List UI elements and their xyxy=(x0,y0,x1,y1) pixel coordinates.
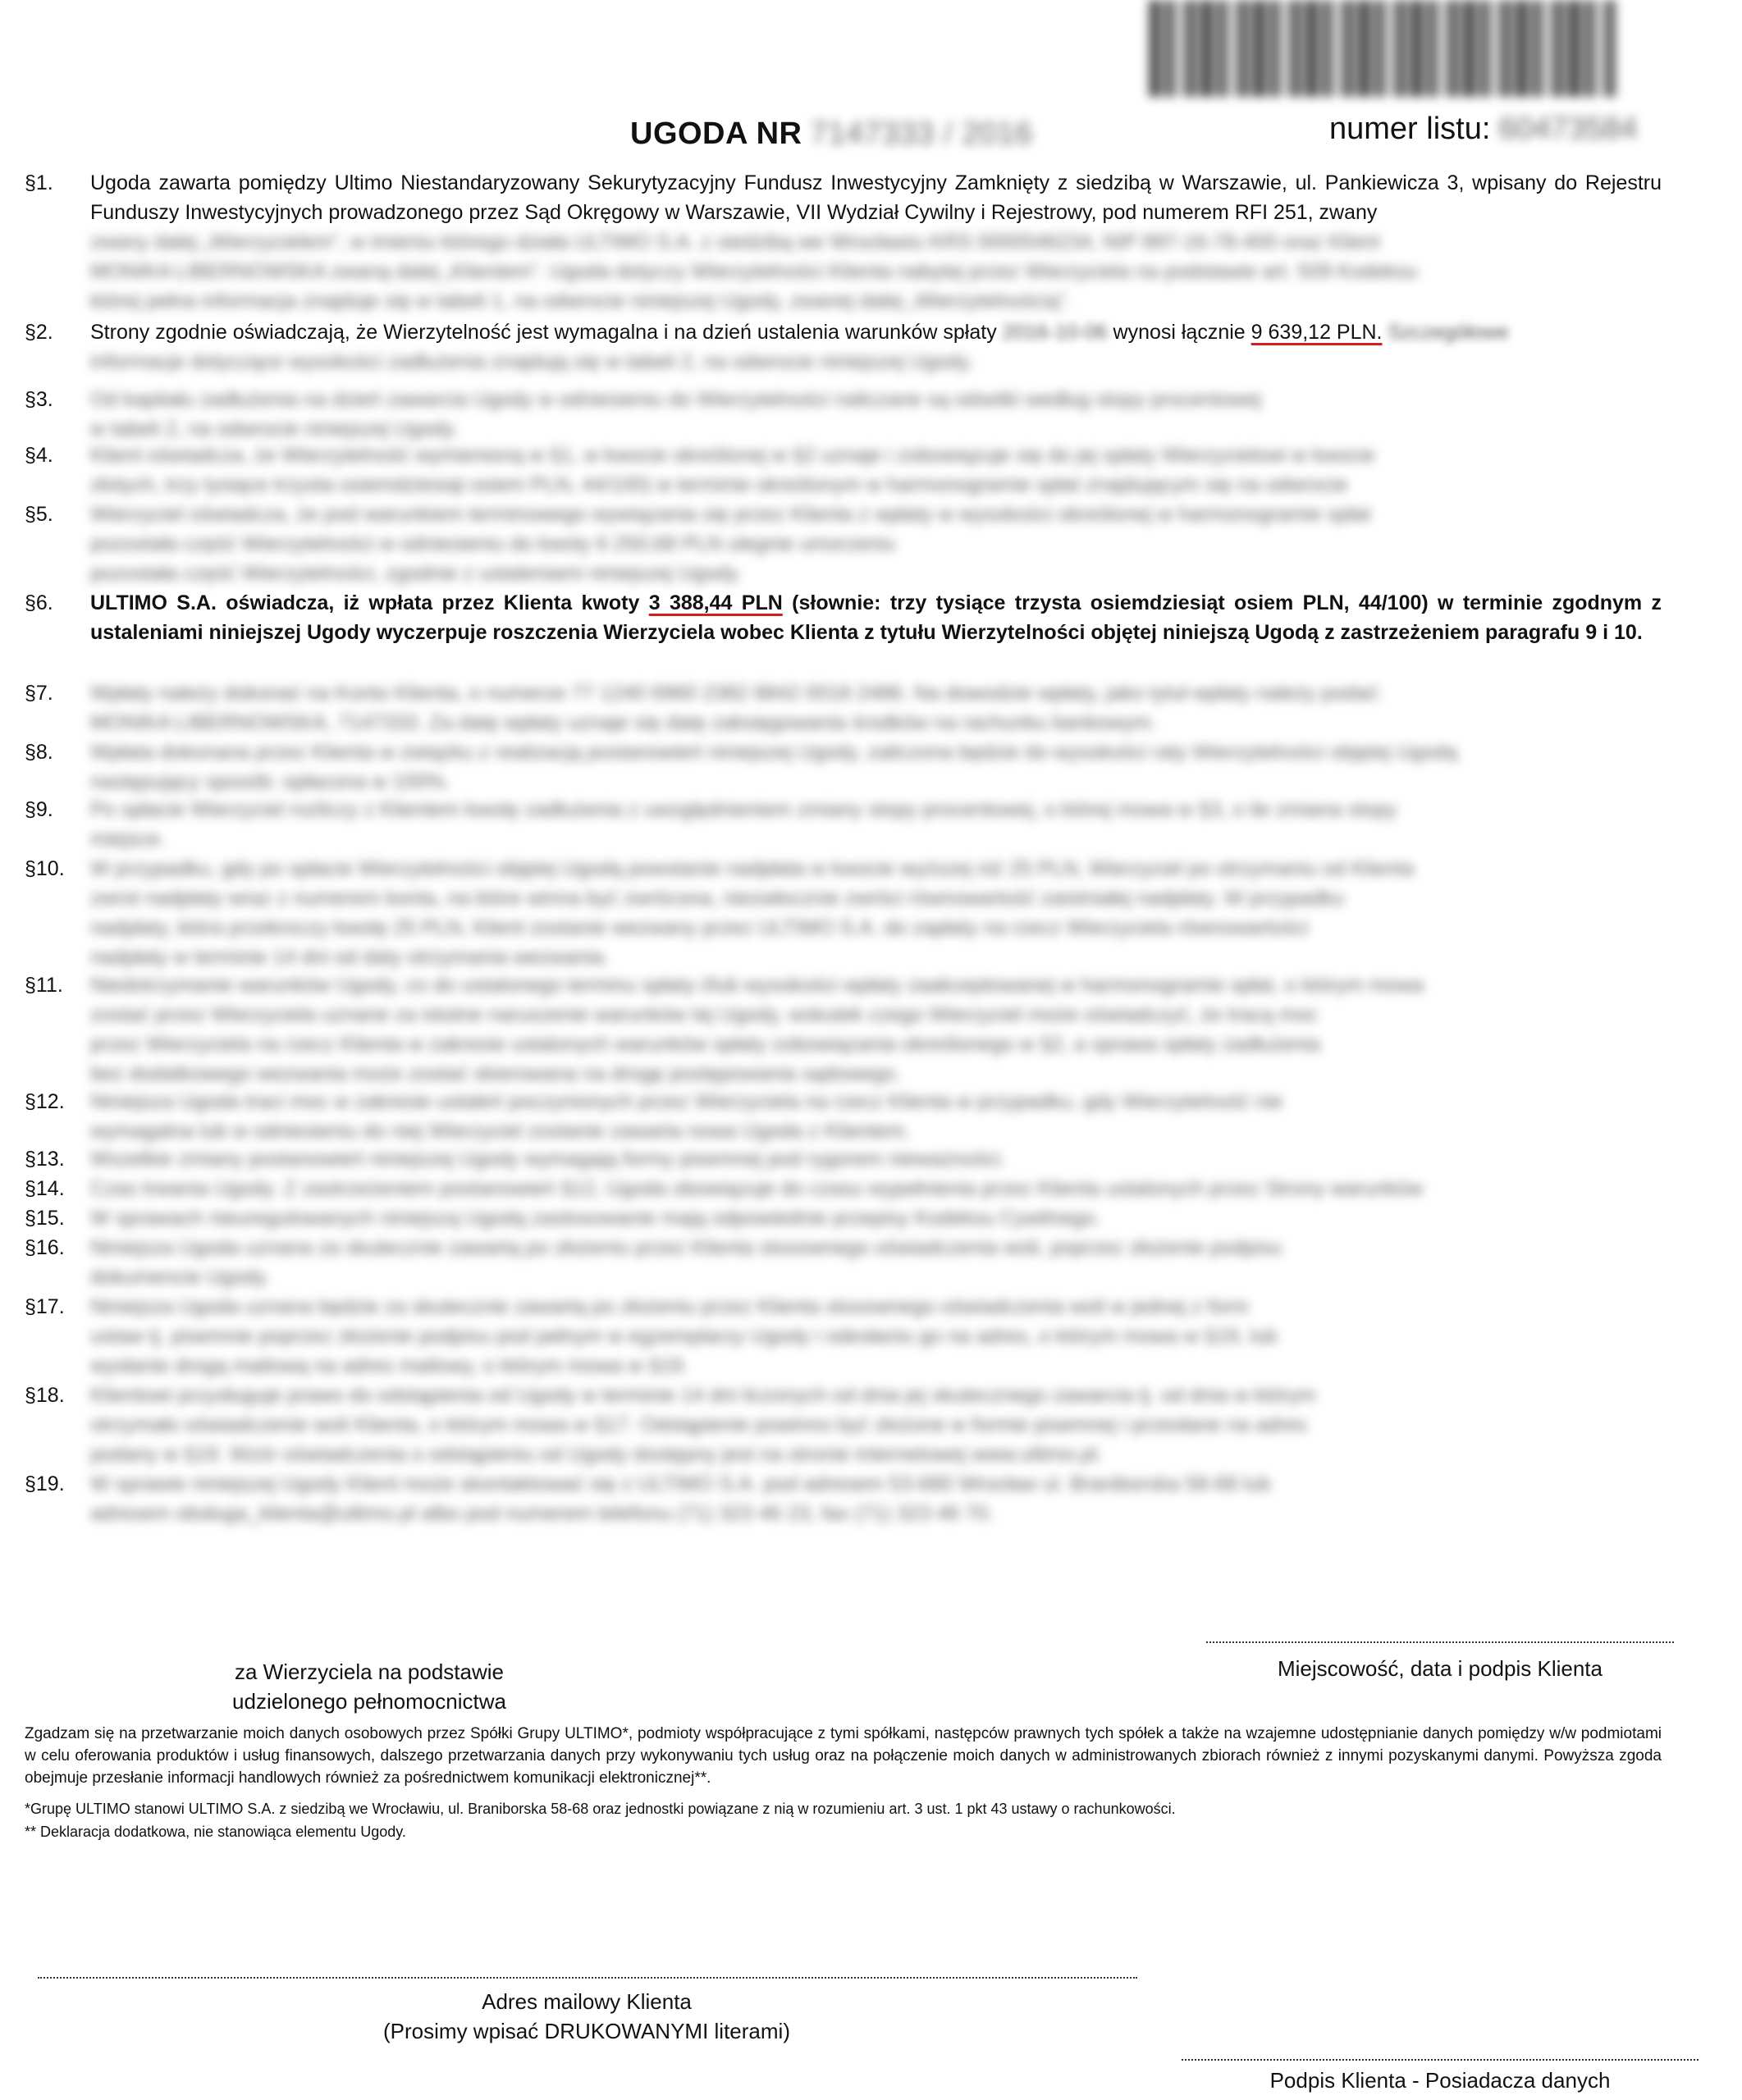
clause-9: §9. Po spłacie Wierzyciel rozliczy z Klientem kwotę zadłużenia z uwzględnieniem zmiany stopy procentowej, o której mowa w §3, o ile zmiana stopy miejsce. xyxy=(25,798,1397,851)
clause-7: §7. Wpłaty należy dokonać na Konto Klienta, o numerze 77 1240 6960 2382 8842 0018 2486. Na dowodzie wpłaty, jako tytuł wpłaty należy podać: MONIKA LIBERNOWSKA, 7147333. Za datę wpłaty uznaje się datę zaksięgowania środków na rachunku bankowym. xyxy=(25,682,1383,734)
agreement-number: 7147333 / 2016 xyxy=(810,116,1033,151)
clause-4: §4. Klient oświadcza, że Wierzytelność wymienioną w §1, w kwocie określonej w §2 uznaje i zobowiązuje się do jej spłaty Wierzycielowi w kwocie złotych, trzy tysiące trzysta osiemdziesiąt osiem PLN, 44/100) w terminie określonym w harmonogramie spłat znajdującym się na odwrocie xyxy=(25,444,1375,496)
clause-3: §3. Od kapitału zadłużenia na dzień zawarcia Ugody w odniesieniu do Wierzytelności naliczane są odsetki według stopy procentowej w tabeli 2, na odwrocie niniejszej Ugody. xyxy=(25,388,1262,441)
barcode xyxy=(1149,0,1616,97)
email-label: Adres mailowy Klienta (Prosimy wpisać DRUKOWANYMI literami) xyxy=(383,1989,790,2043)
footnote-declaration: ** Deklaracja dodatkowa, nie stanowiąca elementu Ugody. xyxy=(25,1824,406,1840)
clause-1: §1. Ugoda zawarta pomiędzy Ultimo Niestandaryzowany Sekurytyzacyjny Fundusz Inwestycyjny Zamknięty z siedzibą w Warszawie, ul. Pankiewicza 3, wpisany do Rejestru Funduszy Inwestycyjnych prowadzonego przez Sąd Okręgowy w Warszawie, VII Wydział Cywilny i Rejestrowy, pod numerem RFI 251, zwany zwany dalej „Wierzycielem”, w imieniu którego działa ULTIMO S.A. z siedzibą we Wrocławiu KRS 0000546234, NIP 897-16-78-400 oraz Klient MONIKA LIBERNOWSKA zwaną dalej „Klientem”. Ugoda dotyczy Wierzytelności Klienta nabytej przez Wierzyciela na podstawie art. 509 Kodeksu której pełna informacja znajduje się w tabeli 1, na odwrocie niniejszej Ugody, zwanej dalej „Wierzytelnością”. xyxy=(25,171,1662,313)
clauses-list xyxy=(25,168,1662,1528)
clause-11: §11. Niedotrzymanie warunków Ugody, co do ustalonego terminu spłaty i/lub wysokości wpłaty zaakceptowanej w harmonogramie spłat, o którym mowa zostać przez Wierzyciela uznane za istotne naruszenie warunków tej Ugody, wskutek czego Wierzyciel może oświadczyć, że tracą moc przez Wierzyciela na rzecz Klienta w zakresie ustalonych warunków spłaty zobowiązania określonego w §2, a sprawa spłaty zadłużenia bez dodatkowego wezwania może zostać skierowana na drogę postępowania sądowego. xyxy=(25,974,1424,1085)
total-amount: 9 639,12 PLN. xyxy=(1250,321,1383,344)
clause-text: Ugoda zawarta pomiędzy Ultimo Niestandaryzowany Sekurytyzacyjny Fundusz Inwestycyjny Zamknięty z siedzibą w Warszawie, ul. Pankiewicza 3, wpisany do Rejestru Funduszy Inwestycyjnych prowadzonego przez Sąd Okręgowy w Warszawie, VII Wydział Cywilny i Rejestrowy, pod numerem RFI 251, zwany xyxy=(90,171,1662,224)
clause-15: §15. W sprawach nieuregulowanych niniejszą Ugodą zastosowanie mają odpowiednie przepisy Kodeksu Cywilnego. xyxy=(25,1207,1101,1230)
sheet-number-label: numer listu: 60473584 xyxy=(1329,112,1638,146)
email-field[interactable] xyxy=(38,1977,1137,1979)
clause-8: §8. Wpłata dokonana przez Klienta w związku z realizacją postanowień niniejszej Ugody, zaliczona będzie do wysokości raty Wierzytelności objętej Ugodą następujący sposób: opłacona w 100%. xyxy=(25,741,1457,793)
client-signature-line[interactable] xyxy=(1206,1641,1674,1643)
clause-2: §2. Strony zgodnie oświadczają, że Wierzytelność jest wymagalna i na dzień ustalenia warunków spłaty 2016-10-06 wynosi łącznie 9 639,12 PLN. Szczegółowe informacje dotyczące wysokości zadłużenia znajdują się w tabeli 2, na odwrocie niniejszej Ugody. xyxy=(25,321,1509,373)
clause-5: §5. Wierzyciel oświadcza, że pod warunkiem terminowego wywiązania się przez Klienta z wpłaty w wysokości określonej w harmonogramie spłat pozostała część Wierzytelności w odniesieniu do kwoty 6 250,68 PLN ulegnie umorzeniu pozostała część Wierzytelności, zgodnie z ustaleniami niniejszej Ugody. xyxy=(25,503,1371,585)
holder-signature-line[interactable] xyxy=(1182,2059,1699,2061)
creditor-signature-label: za Wierzyciela na podstawie udzielonego pełnomocnictwa xyxy=(232,1659,506,1714)
clause-16: §16. Niniejsza Ugoda uznana za skutecznie zawartą po złożeniu przez Klienta stosownego oświadczenia woli, poprzez złożenie podpisu dokumencie Ugody. xyxy=(25,1236,1282,1289)
clause-17: §17. Niniejsza Ugoda uznana będzie za skutecznie zawartą po złożeniu przez Klienta stosownego oświadczenia woli w jednej z form ustaw tj. pisemnie poprzez złożenie podpisu pod pełnym w egzemplarzy Ugody i odesłaniu go na adres, o którym mowa w §19, lub wysłanie drogą mailową na adres mailowy, o którym mowa w §19. xyxy=(25,1295,1278,1377)
clause-19: §19. W sprawie niniejszej Ugody Klient może skontaktować się z ULTIMO S.A. pod adresem 53-680 Wrocław ul. Braniborska 58-68 lub adresem obsługa_klienta@ultimo.pl albo pod numerem telefonu (71) 323 46 23, fax (71) 323 46 70. xyxy=(25,1472,1271,1525)
data-processing-consent: Zgadzam się na przetwarzanie moich danych osobowych przez Spółki Grupy ULTIMO*, podmioty współpracujące z tymi spółkami, następców prawnych tych spółek a także na wzajemne udostępnianie danych pomiędzy w/w podmiotami w celu oferowania produktów i usług finansowych, dalszego przetwarzania danych przy wykonywaniu tych usług oraz na połączenie moich danych w administrowanych zbiorach również z innymi pozyskanymi danymi. Powyższa zgoda obejmuje przesłanie informacji handlowych również za pośrednictwem komunikacji elektronicznej**. xyxy=(25,1725,1662,1787)
clause-18: §18. Klientowi przysługuje prawo do odstąpienia od Ugody w terminie 14 dni liczonych od dnia jej skutecznego zawarcia tj. od dnia w którym otrzymało oświadczenie woli Klienta, o którym mowa w §17. Odstąpienie powinno być złożone w formie pisemnej i przesłane na adres podany w §19. Wzór oświadczenia o odstąpieniu od Ugody dostępny jest na stronie internetowej www.ultimo.pl. xyxy=(25,1384,1316,1466)
clause-13: §13. Wszelkie zmiany postanowień niniejszej Ugody wymagają formy pisemnej pod rygorem nieważności. xyxy=(25,1148,1006,1171)
sheet-number: 60473584 xyxy=(1498,112,1638,146)
client-signature-label: Miejscowość, data i podpis Klienta xyxy=(1278,1656,1603,1681)
clause-12: §12. Niniejsza Ugoda traci moc w zakresie ustaleń poczynionych przez Wierzyciela na rzecz Klienta w przypadku, gdy Wierzytelność nie wymagalna lub w odniesieniu do niej Wierzyciel zostanie zawarta nowa Ugoda z Klientem. xyxy=(25,1090,1283,1143)
settlement-amount: 3 388,44 PLN xyxy=(648,591,783,614)
clause-14: §14. Czas trwania Ugody. Z zastrzeżeniem postanowień §12, Ugoda obowiązuje do czasu wypełnienia przez Klienta ustalonych przez Strony warunków xyxy=(25,1177,1423,1200)
settlement-date: 2016-10-06 xyxy=(1002,321,1108,344)
agreement-title: UGODA NR 7147333 / 2016 xyxy=(630,116,1033,151)
clause-10: §10. W przypadku, gdy po spłacie Wierzytelności objętej Ugodą powstanie nadpłata w kwocie wyższej niż 25 PLN, Wierzyciel po otrzymaniu od Klienta zwrot nadpłaty wraz z numerem konta, na które winna być zwrócona, niezwłocznie zwróci równowartość zaistniałej nadpłaty. W przypadku nadpłaty, która przekroczy kwotę 25 PLN, Klient zostanie wezwany przez ULTIMO S.A. do zapłaty na rzecz Wierzyciela równowartości nadpłaty w terminie 14 dni od daty otrzymania wezwania. xyxy=(25,857,1415,969)
holder-signature-label: Podpis Klienta - Posiadacza danych xyxy=(1269,2068,1611,2093)
footnote-group: *Grupę ULTIMO stanowi ULTIMO S.A. z siedzibą we Wrocławiu, ul. Braniborska 58-68 oraz jednostki powiązane z nią w rozumieniu art. 3 ust. 1 pkt 43 ustawy o rachunkowości. xyxy=(25,1801,1176,1817)
clause-6: §6. ULTIMO S.A. oświadcza, iż wpłata przez Klienta kwoty 3 388,44 PLN (słownie: trzy tysiące trzysta osiemdziesiąt osiem PLN, 44/100) w terminie zgodnym z ustaleniami niniejszej Ugody wyczerpuje roszczenia Wierzyciela wobec Klienta z tytułu Wierzytelności objętej niniejszą Ugodą z zastrzeżeniem paragrafu 9 i 10. xyxy=(25,591,1662,644)
